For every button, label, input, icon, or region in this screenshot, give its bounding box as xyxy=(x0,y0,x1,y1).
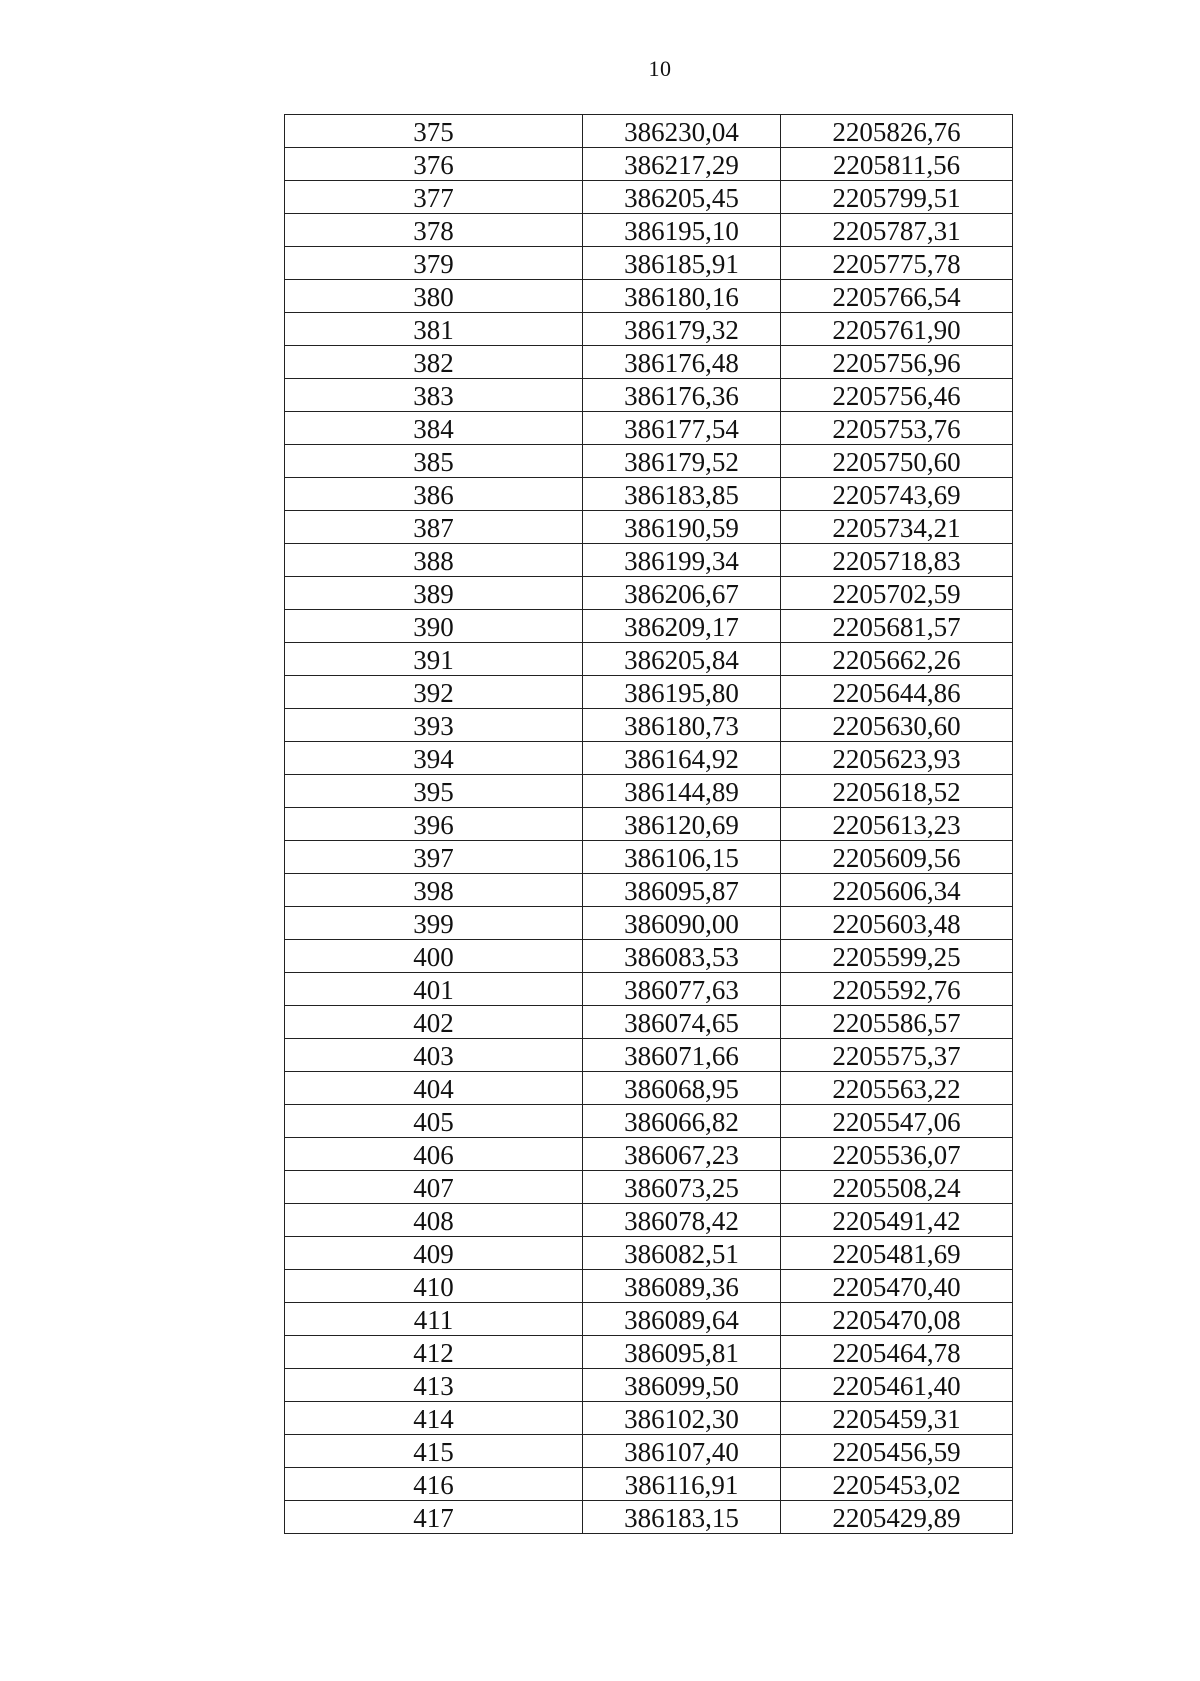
point-number-cell: 396 xyxy=(285,808,583,841)
y-coordinate-cell: 2205618,52 xyxy=(781,775,1013,808)
y-coordinate-cell: 2205811,56 xyxy=(781,148,1013,181)
y-coordinate-cell: 2205429,89 xyxy=(781,1501,1013,1534)
table-row xyxy=(285,247,1013,280)
x-coordinate-cell: 386195,10 xyxy=(583,214,781,247)
table-row xyxy=(285,511,1013,544)
point-number-cell: 407 xyxy=(285,1171,583,1204)
y-coordinate-cell: 2205461,40 xyxy=(781,1369,1013,1402)
y-coordinate-cell: 2205470,08 xyxy=(781,1303,1013,1336)
point-number-cell: 405 xyxy=(285,1105,583,1138)
y-coordinate-cell: 2205750,60 xyxy=(781,445,1013,478)
x-coordinate-cell: 386144,89 xyxy=(583,775,781,808)
x-coordinate-cell: 386082,51 xyxy=(583,1237,781,1270)
y-coordinate-cell: 2205592,76 xyxy=(781,973,1013,1006)
y-coordinate-cell: 2205756,96 xyxy=(781,346,1013,379)
point-number-cell: 398 xyxy=(285,874,583,907)
point-number-cell: 382 xyxy=(285,346,583,379)
point-number-cell: 375 xyxy=(285,115,583,148)
x-coordinate-cell: 386206,67 xyxy=(583,577,781,610)
y-coordinate-cell: 2205766,54 xyxy=(781,280,1013,313)
y-coordinate-cell: 2205787,31 xyxy=(781,214,1013,247)
point-number-cell: 384 xyxy=(285,412,583,445)
y-coordinate-cell: 2205756,46 xyxy=(781,379,1013,412)
x-coordinate-cell: 386185,91 xyxy=(583,247,781,280)
table-row xyxy=(285,346,1013,379)
table-row xyxy=(285,148,1013,181)
table-row xyxy=(285,1237,1013,1270)
x-coordinate-cell: 386073,25 xyxy=(583,1171,781,1204)
point-number-cell: 379 xyxy=(285,247,583,280)
point-number-cell: 395 xyxy=(285,775,583,808)
table-row xyxy=(285,115,1013,148)
coordinates-table xyxy=(284,114,1013,1534)
y-coordinate-cell: 2205456,59 xyxy=(781,1435,1013,1468)
x-coordinate-cell: 386095,81 xyxy=(583,1336,781,1369)
table-row xyxy=(285,181,1013,214)
x-coordinate-cell: 386083,53 xyxy=(583,940,781,973)
x-coordinate-cell: 386099,50 xyxy=(583,1369,781,1402)
x-coordinate-cell: 386078,42 xyxy=(583,1204,781,1237)
point-number-cell: 414 xyxy=(285,1402,583,1435)
y-coordinate-cell: 2205702,59 xyxy=(781,577,1013,610)
x-coordinate-cell: 386183,15 xyxy=(583,1501,781,1534)
point-number-cell: 402 xyxy=(285,1006,583,1039)
y-coordinate-cell: 2205613,23 xyxy=(781,808,1013,841)
y-coordinate-cell: 2205603,48 xyxy=(781,907,1013,940)
x-coordinate-cell: 386077,63 xyxy=(583,973,781,1006)
point-number-cell: 397 xyxy=(285,841,583,874)
x-coordinate-cell: 386089,64 xyxy=(583,1303,781,1336)
y-coordinate-cell: 2205718,83 xyxy=(781,544,1013,577)
table-row xyxy=(285,610,1013,643)
x-coordinate-cell: 386074,65 xyxy=(583,1006,781,1039)
table-row xyxy=(285,709,1013,742)
y-coordinate-cell: 2205734,21 xyxy=(781,511,1013,544)
x-coordinate-cell: 386164,92 xyxy=(583,742,781,775)
x-coordinate-cell: 386120,69 xyxy=(583,808,781,841)
table-row xyxy=(285,940,1013,973)
x-coordinate-cell: 386195,80 xyxy=(583,676,781,709)
table-row xyxy=(285,1006,1013,1039)
y-coordinate-cell: 2205470,40 xyxy=(781,1270,1013,1303)
point-number-cell: 408 xyxy=(285,1204,583,1237)
point-number-cell: 416 xyxy=(285,1468,583,1501)
table-row xyxy=(285,874,1013,907)
x-coordinate-cell: 386190,59 xyxy=(583,511,781,544)
x-coordinate-cell: 386071,66 xyxy=(583,1039,781,1072)
x-coordinate-cell: 386102,30 xyxy=(583,1402,781,1435)
point-number-cell: 393 xyxy=(285,709,583,742)
table-row xyxy=(285,1303,1013,1336)
point-number-cell: 390 xyxy=(285,610,583,643)
x-coordinate-cell: 386217,29 xyxy=(583,148,781,181)
point-number-cell: 394 xyxy=(285,742,583,775)
y-coordinate-cell: 2205491,42 xyxy=(781,1204,1013,1237)
table-row xyxy=(285,1369,1013,1402)
table-row xyxy=(285,907,1013,940)
table-row xyxy=(285,1270,1013,1303)
table-row xyxy=(285,841,1013,874)
table-row xyxy=(285,973,1013,1006)
point-number-cell: 389 xyxy=(285,577,583,610)
table-row xyxy=(285,742,1013,775)
x-coordinate-cell: 386176,48 xyxy=(583,346,781,379)
x-coordinate-cell: 386107,40 xyxy=(583,1435,781,1468)
point-number-cell: 383 xyxy=(285,379,583,412)
table-row xyxy=(285,1105,1013,1138)
x-coordinate-cell: 386177,54 xyxy=(583,412,781,445)
point-number-cell: 411 xyxy=(285,1303,583,1336)
point-number-cell: 406 xyxy=(285,1138,583,1171)
point-number-cell: 392 xyxy=(285,676,583,709)
x-coordinate-cell: 386066,82 xyxy=(583,1105,781,1138)
x-coordinate-cell: 386089,36 xyxy=(583,1270,781,1303)
point-number-cell: 399 xyxy=(285,907,583,940)
x-coordinate-cell: 386095,87 xyxy=(583,874,781,907)
point-number-cell: 377 xyxy=(285,181,583,214)
table-row xyxy=(285,214,1013,247)
y-coordinate-cell: 2205536,07 xyxy=(781,1138,1013,1171)
y-coordinate-cell: 2205743,69 xyxy=(781,478,1013,511)
table-row xyxy=(285,775,1013,808)
table-row xyxy=(285,1402,1013,1435)
y-coordinate-cell: 2205547,06 xyxy=(781,1105,1013,1138)
point-number-cell: 385 xyxy=(285,445,583,478)
y-coordinate-cell: 2205481,69 xyxy=(781,1237,1013,1270)
y-coordinate-cell: 2205761,90 xyxy=(781,313,1013,346)
y-coordinate-cell: 2205464,78 xyxy=(781,1336,1013,1369)
point-number-cell: 388 xyxy=(285,544,583,577)
y-coordinate-cell: 2205623,93 xyxy=(781,742,1013,775)
x-coordinate-cell: 386067,23 xyxy=(583,1138,781,1171)
table-row xyxy=(285,1072,1013,1105)
y-coordinate-cell: 2205662,26 xyxy=(781,643,1013,676)
x-coordinate-cell: 386183,85 xyxy=(583,478,781,511)
table-row xyxy=(285,445,1013,478)
point-number-cell: 400 xyxy=(285,940,583,973)
table-row xyxy=(285,478,1013,511)
y-coordinate-cell: 2205599,25 xyxy=(781,940,1013,973)
x-coordinate-cell: 386199,34 xyxy=(583,544,781,577)
point-number-cell: 409 xyxy=(285,1237,583,1270)
point-number-cell: 391 xyxy=(285,643,583,676)
y-coordinate-cell: 2205644,86 xyxy=(781,676,1013,709)
y-coordinate-cell: 2205606,34 xyxy=(781,874,1013,907)
table-row xyxy=(285,808,1013,841)
point-number-cell: 387 xyxy=(285,511,583,544)
point-number-cell: 403 xyxy=(285,1039,583,1072)
table-row xyxy=(285,1171,1013,1204)
x-coordinate-cell: 386205,84 xyxy=(583,643,781,676)
point-number-cell: 376 xyxy=(285,148,583,181)
y-coordinate-cell: 2205459,31 xyxy=(781,1402,1013,1435)
y-coordinate-cell: 2205630,60 xyxy=(781,709,1013,742)
table-row xyxy=(285,1336,1013,1369)
y-coordinate-cell: 2205681,57 xyxy=(781,610,1013,643)
y-coordinate-cell: 2205563,22 xyxy=(781,1072,1013,1105)
point-number-cell: 404 xyxy=(285,1072,583,1105)
y-coordinate-cell: 2205575,37 xyxy=(781,1039,1013,1072)
point-number-cell: 386 xyxy=(285,478,583,511)
point-number-cell: 378 xyxy=(285,214,583,247)
x-coordinate-cell: 386106,15 xyxy=(583,841,781,874)
table-row xyxy=(285,577,1013,610)
point-number-cell: 413 xyxy=(285,1369,583,1402)
point-number-cell: 415 xyxy=(285,1435,583,1468)
table-row xyxy=(285,676,1013,709)
point-number-cell: 401 xyxy=(285,973,583,1006)
table-row xyxy=(285,1501,1013,1534)
coordinates-table-body xyxy=(285,115,1013,1534)
x-coordinate-cell: 386116,91 xyxy=(583,1468,781,1501)
point-number-cell: 380 xyxy=(285,280,583,313)
point-number-cell: 381 xyxy=(285,313,583,346)
table-row xyxy=(285,1468,1013,1501)
table-row xyxy=(285,1039,1013,1072)
point-number-cell: 417 xyxy=(285,1501,583,1534)
x-coordinate-cell: 386230,04 xyxy=(583,115,781,148)
table-row xyxy=(285,280,1013,313)
point-number-cell: 412 xyxy=(285,1336,583,1369)
y-coordinate-cell: 2205586,57 xyxy=(781,1006,1013,1039)
table-row xyxy=(285,544,1013,577)
y-coordinate-cell: 2205799,51 xyxy=(781,181,1013,214)
x-coordinate-cell: 386090,00 xyxy=(583,907,781,940)
table-row xyxy=(285,1204,1013,1237)
x-coordinate-cell: 386180,16 xyxy=(583,280,781,313)
table-row xyxy=(285,1138,1013,1171)
x-coordinate-cell: 386205,45 xyxy=(583,181,781,214)
x-coordinate-cell: 386176,36 xyxy=(583,379,781,412)
table-row xyxy=(285,643,1013,676)
x-coordinate-cell: 386179,52 xyxy=(583,445,781,478)
table-row xyxy=(285,313,1013,346)
table-row xyxy=(285,1435,1013,1468)
y-coordinate-cell: 2205826,76 xyxy=(781,115,1013,148)
page-number: 10 xyxy=(648,56,672,81)
table-row xyxy=(285,379,1013,412)
x-coordinate-cell: 386180,73 xyxy=(583,709,781,742)
point-number-cell: 410 xyxy=(285,1270,583,1303)
y-coordinate-cell: 2205775,78 xyxy=(781,247,1013,280)
x-coordinate-cell: 386068,95 xyxy=(583,1072,781,1105)
y-coordinate-cell: 2205453,02 xyxy=(781,1468,1013,1501)
x-coordinate-cell: 386179,32 xyxy=(583,313,781,346)
x-coordinate-cell: 386209,17 xyxy=(583,610,781,643)
y-coordinate-cell: 2205609,56 xyxy=(781,841,1013,874)
table-row xyxy=(285,412,1013,445)
y-coordinate-cell: 2205508,24 xyxy=(781,1171,1013,1204)
y-coordinate-cell: 2205753,76 xyxy=(781,412,1013,445)
